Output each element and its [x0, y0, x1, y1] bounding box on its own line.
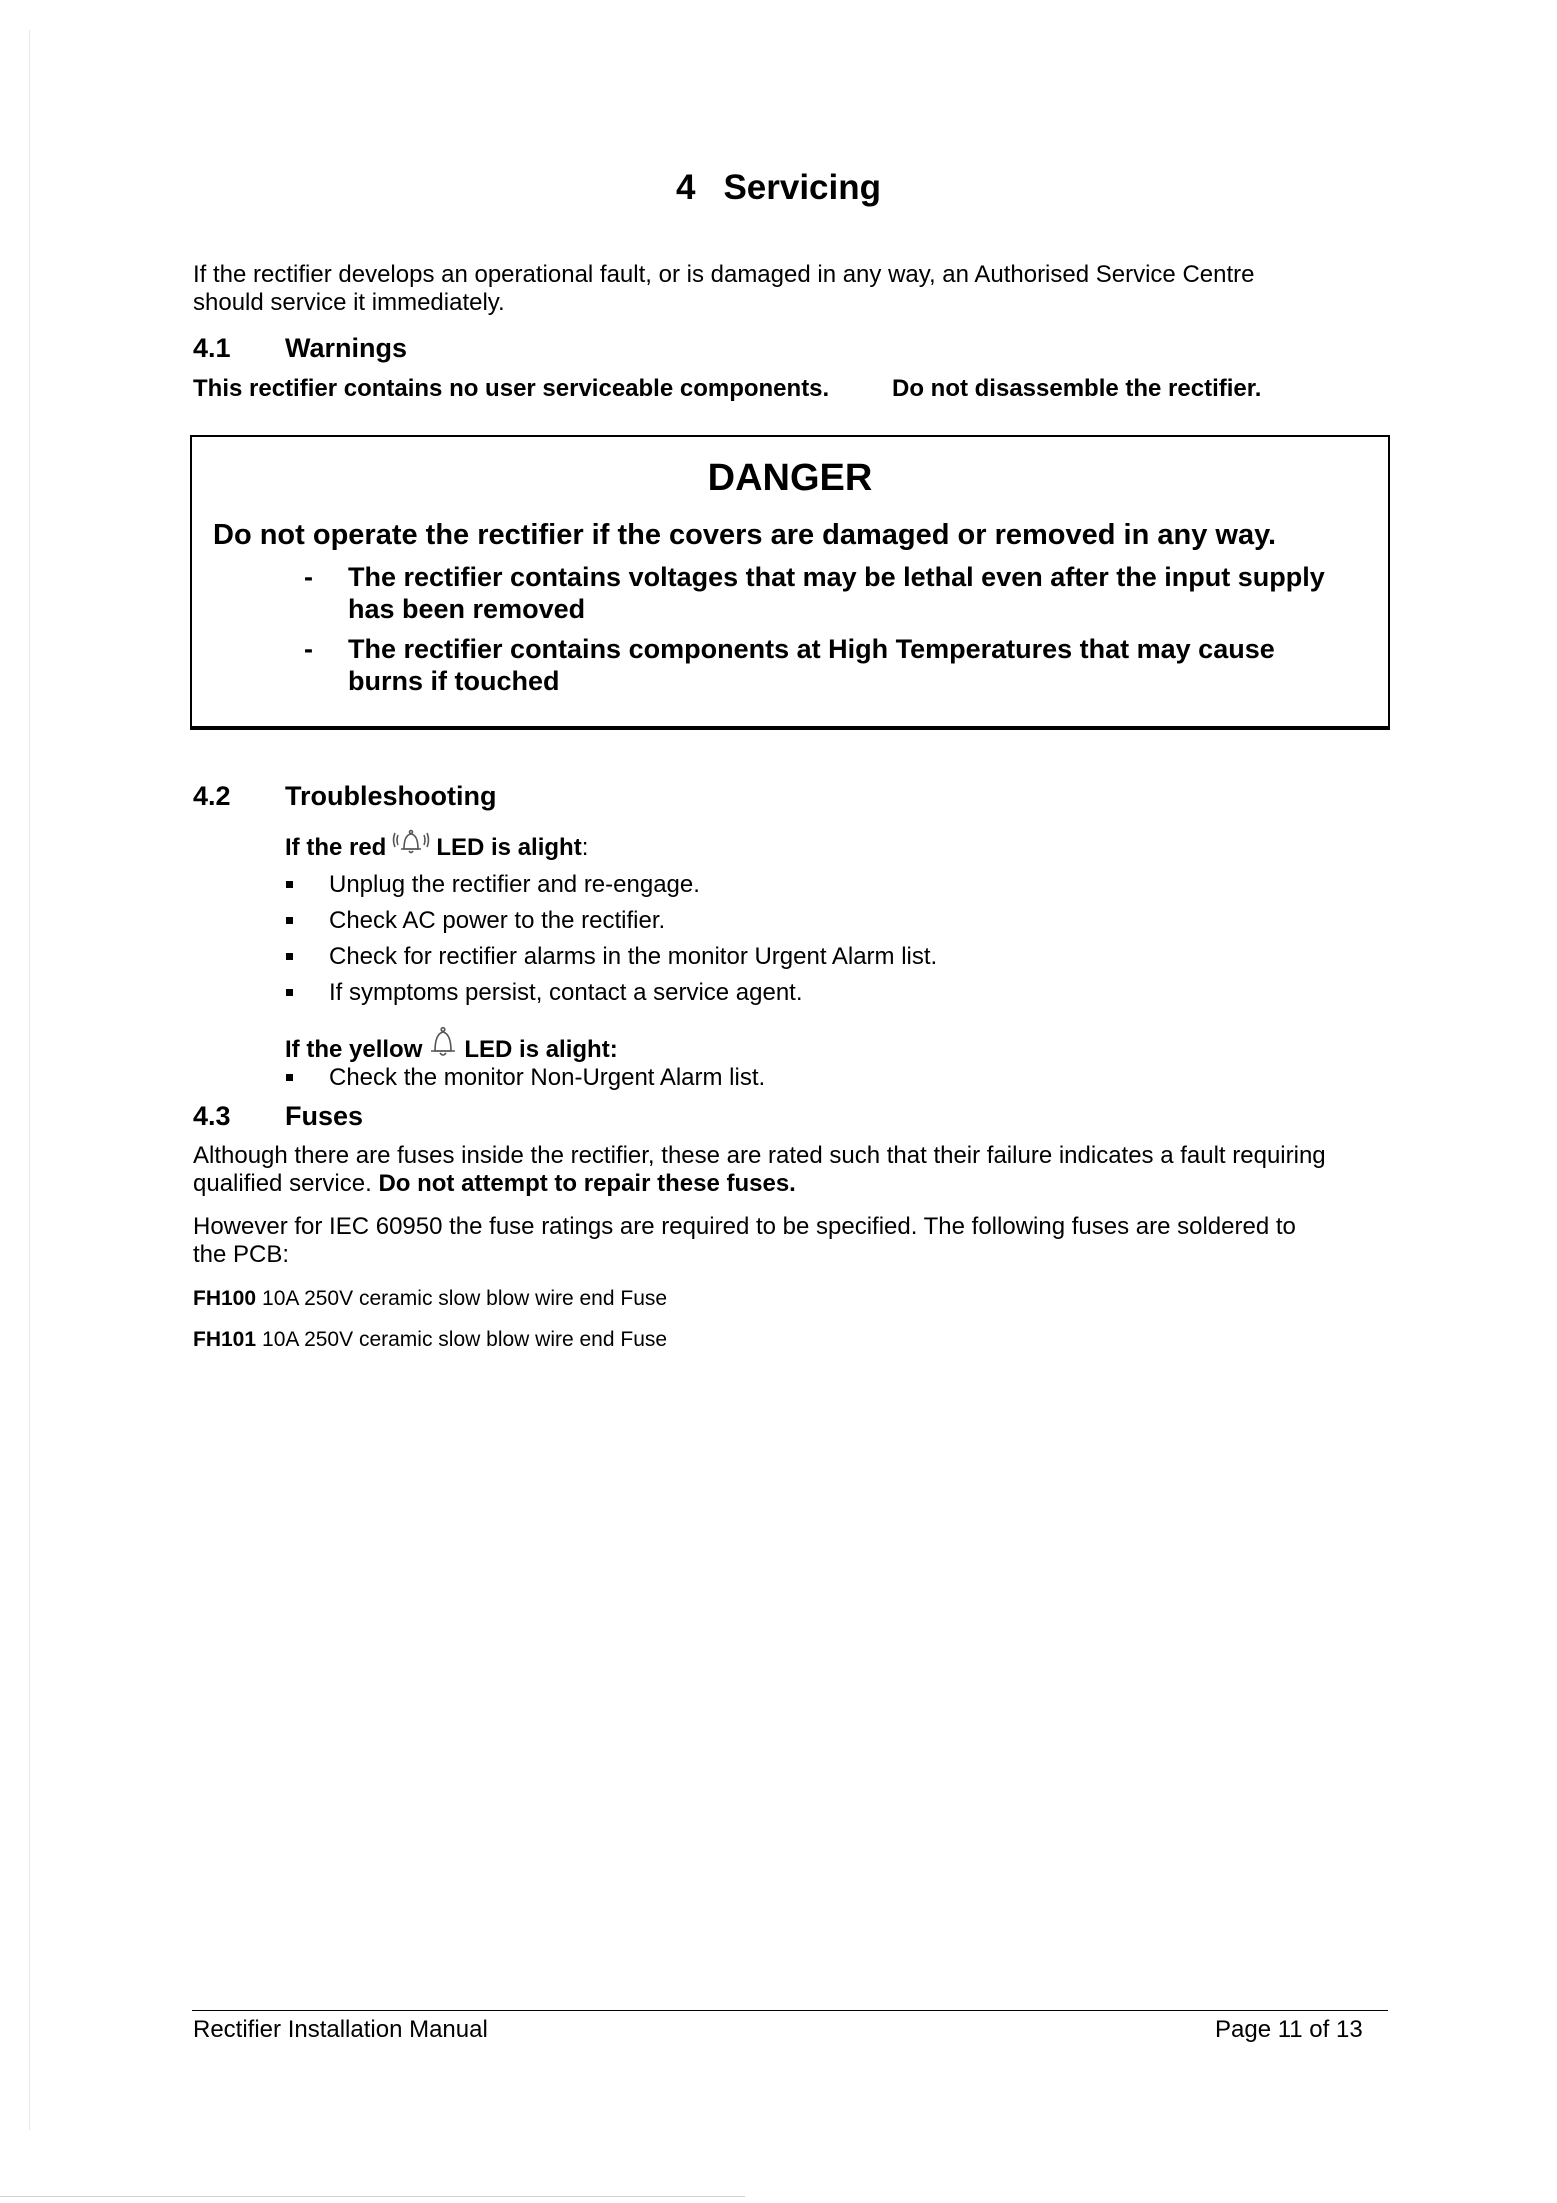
danger-title: DANGER	[707, 457, 873, 499]
warning-statement-1: This rectifier contains no user serviceable components.	[193, 375, 830, 402]
intro-line-2: should service it immediately.	[193, 289, 505, 316]
section-title: Troubleshooting	[285, 781, 497, 811]
footer-document-title: Rectifier Installation Manual	[193, 2016, 488, 2043]
danger-item-line: The rectifier contains components at High Temperatures that may cause	[348, 634, 1275, 664]
red-led-suffix: LED is alight	[436, 834, 582, 861]
fuse-description: 10A 250V ceramic slow blow wire end Fuse	[262, 1328, 668, 1351]
section-heading-troubleshooting	[193, 781, 496, 812]
page-edge	[29, 30, 30, 2130]
section-heading-fuses	[193, 1101, 363, 1132]
yellow-led-suffix: LED is alight:	[464, 1036, 618, 1063]
red-led-prefix: If the red	[285, 834, 387, 861]
list-item-text: Check the monitor Non-Urgent Alarm list.	[329, 1064, 766, 1091]
warning-statement-2: Do not disassemble the rectifier.	[892, 375, 1262, 402]
danger-item-line: burns if touched	[348, 666, 560, 696]
fuses-para-1-line-1: Although there are fuses inside the rectifier, these are rated such that their failure indicates a fault requiring	[193, 1142, 1326, 1169]
danger-item-line: has been removed	[348, 594, 586, 624]
section-heading-warnings	[193, 333, 407, 364]
chapter-number: 4	[675, 168, 696, 207]
fuse-list-item	[193, 1328, 667, 1352]
fuses-para-2-line-2: the PCB:	[193, 1241, 290, 1268]
fuse-id: FH100	[193, 1287, 257, 1310]
red-led-colon: :	[581, 834, 589, 861]
bullet-icon	[286, 881, 293, 888]
dash-marker: -	[304, 562, 313, 592]
list-item-text: Check for rectifier alarms in the monitor Urgent Alarm list.	[329, 943, 938, 970]
fuses-para-1-text: qualified service.	[193, 1170, 372, 1197]
bullet-icon	[286, 1074, 293, 1081]
bullet-icon	[286, 989, 293, 996]
danger-item-line: The rectifier contains voltages that may be lethal even after the input supply	[348, 562, 1325, 592]
fuse-id: FH101	[193, 1328, 257, 1351]
footer-rule	[192, 2010, 1388, 2011]
danger-lead: Do not operate the rectifier if the covers are damaged or removed in any way.	[213, 519, 1277, 551]
list-item-text: If symptoms persist, contact a service agent.	[329, 979, 803, 1006]
fuses-warning: Do not attempt to repair these fuses.	[378, 1170, 796, 1197]
bullet-icon	[286, 953, 293, 960]
fuse-list-item	[193, 1287, 667, 1311]
chapter-title: Servicing	[723, 168, 882, 207]
bullet-icon	[286, 917, 293, 924]
danger-box	[190, 435, 1390, 730]
bell-icon	[426, 1025, 460, 1066]
chapter-heading	[0, 168, 1557, 208]
fuses-para-2-line-1: However for IEC 60950 the fuse ratings are required to be specified. The following fuses are soldered to	[193, 1213, 1296, 1240]
section-number: 4.1	[193, 333, 231, 363]
section-number: 4.3	[193, 1101, 231, 1131]
list-item-text: Check AC power to the rectifier.	[329, 907, 666, 934]
dash-marker: -	[304, 634, 313, 664]
section-title: Warnings	[285, 333, 408, 363]
red-led-condition	[285, 827, 588, 864]
bell-ringing-icon	[390, 827, 432, 864]
fuses-para-1-line-2	[193, 1170, 796, 1198]
footer-page-number: Page 11 of 13	[1215, 2016, 1363, 2043]
yellow-led-condition	[285, 1025, 618, 1066]
section-number: 4.2	[193, 781, 231, 811]
intro-line-1: If the rectifier develops an operational fault, or is damaged in any way, an Authorised Service Centre	[193, 261, 1255, 288]
fuse-description: 10A 250V ceramic slow blow wire end Fuse	[262, 1287, 668, 1310]
section-title: Fuses	[285, 1101, 364, 1131]
yellow-led-prefix: If the yellow	[285, 1036, 423, 1063]
list-item-text: Unplug the rectifier and re-engage.	[329, 871, 700, 898]
page-edge-bottom	[0, 2196, 745, 2197]
